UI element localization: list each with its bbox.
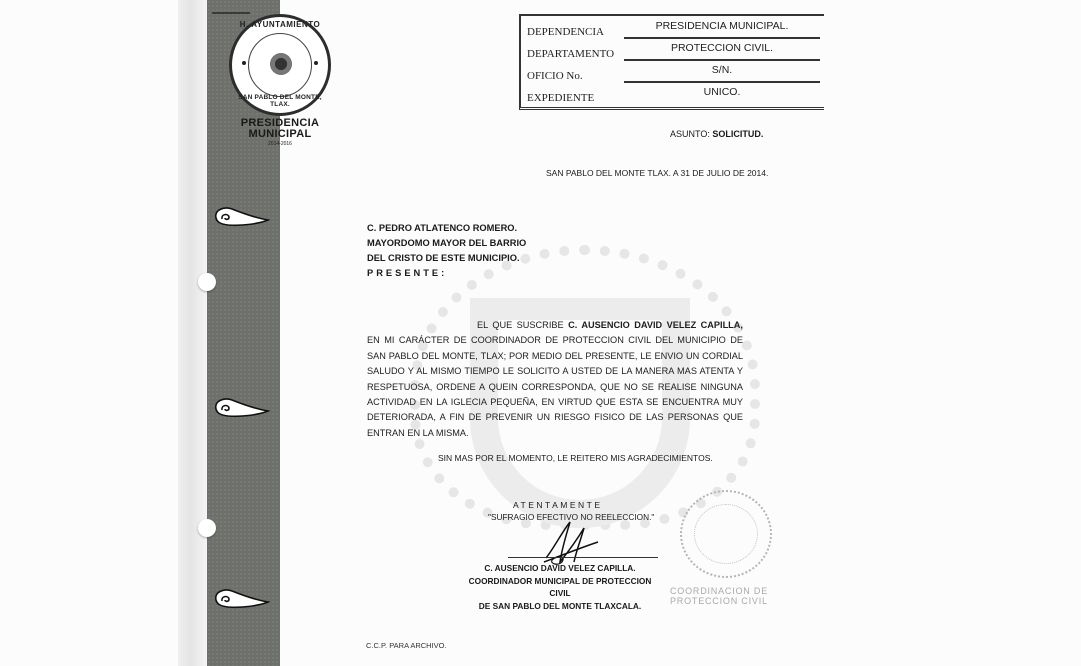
signer-title: COORDINADOR MUNICIPAL DE PROTECCION CIVIL [468,575,652,598]
header-value: PROTECCION CIVIL. [670,42,774,54]
header-row-departamento [521,42,824,62]
subject-value: SOLICITUD. [712,129,764,139]
header-value: S/N. [711,64,733,76]
underline [624,81,820,83]
header-label: EXPEDIENTE [527,92,595,104]
binder-hole [198,519,216,537]
addressee-block [367,221,526,281]
municipal-seal [229,14,331,116]
subject-line [670,129,763,139]
addressee-name: C. PEDRO ATLATENCO ROMERO. [367,223,518,233]
band-top-line [212,12,250,14]
scroll-ornament-icon [212,204,270,228]
signer-organization: DE SAN PABLO DEL MONTE TLAXCALA. [478,600,642,611]
header-value: PRESIDENCIA MUNICIPAL. [655,20,789,32]
motto: "SUFRAGIO EFECTIVO NO REELECCION." [488,512,655,522]
eagle-emblem-icon [267,50,295,78]
sender-name: C. AUSENCIO DAVID VELEZ CAPILLA, [568,320,743,330]
greeting: PRESENTE: [367,268,448,278]
seal-dot [314,61,318,65]
seal-bottom-text: SAN PABLO DEL MONTE, TLAX. [238,94,322,108]
stamp-text [670,586,768,606]
handwritten-signature-icon [540,518,600,566]
scroll-ornament-icon [212,395,270,419]
binder-hole [198,273,216,291]
title-line-1: PRESIDENCIA [240,117,320,129]
page-margin-shadow [178,0,208,666]
official-stamp-icon [680,490,772,578]
header-label: OFICIO No. [527,70,583,82]
body-intro: EL QUE SUSCRIBE [477,320,569,330]
subject-label: ASUNTO: [670,129,710,139]
header-row-dependencia [521,20,824,40]
letter-body [367,318,743,441]
signer-block [460,562,660,612]
underline [624,37,820,39]
signature-line [508,557,658,558]
addressee-title: MAYORDOMO MAYOR DEL BARRIO [367,238,527,248]
header-row-expediente [521,86,824,106]
stamp-inner-ring [694,504,758,564]
stamp-line-2: PROTECCION CIVIL [670,596,768,606]
underline [624,59,820,61]
title-line-2: MUNICIPAL [248,128,312,140]
header-value: UNICO. [703,86,741,98]
administration-years: 2014-2016 [268,141,292,147]
body-text: EN MI CARÁCTER DE COORDINADOR DE PROTECCION CIVIL DEL MUNICIPIO DE SAN PABLO DEL MONTE, TLAX; POR MEDIO DEL PRESENTE, LE ENVIO UN CORDIAL SALUDO Y AL MISMO TIEMPO LE SOLICITO A USTED DE LA MANERA MAS ATENTA Y RESPETUOSA, ORDENE A QUEIN CORRESPONDA, QUE NO SE REALISE NINGUNA ACTIVIDAD EN LA IGLECIA PEQUEÑA, EN VIRTUD QUE ESTA SE ENCUENTRA MUY DETERIORADA, A FIN DE PREVENIR UN RIESGO FISICO DE LAS PERSONAS QUE ENTRAN EN LA MISMA. [367,335,743,438]
stamp-line-1: COORDINACION DE [670,586,769,596]
addressee-location: DEL CRISTO DE ESTE MUNICIPIO. [367,253,520,263]
atentamente: ATENTAMENTE [513,500,603,510]
seal-dot [242,61,246,65]
closing-line: SIN MAS POR EL MOMENTO, LE REITERO MIS AGRADECIMIENTOS. [438,453,713,463]
signer-name: C. AUSENCIO DAVID VELEZ CAPILLA. [484,563,636,573]
presidencia-municipal-title [224,118,336,140]
header-row-oficio [521,64,824,84]
place-and-date: SAN PABLO DEL MONTE TLAX. A 31 DE JULIO DE 2014. [546,168,769,178]
copy-notation: C.C.P. PARA ARCHIVO. [366,641,447,650]
header-label: DEPARTAMENTO [527,48,615,60]
seal-top-text: H. AYUNTAMIENTO [239,20,321,29]
header-label: DEPENDENCIA [527,26,604,38]
scroll-ornament-icon [212,586,270,610]
seal-inner-ring [248,33,312,97]
reference-header-box [519,14,824,110]
